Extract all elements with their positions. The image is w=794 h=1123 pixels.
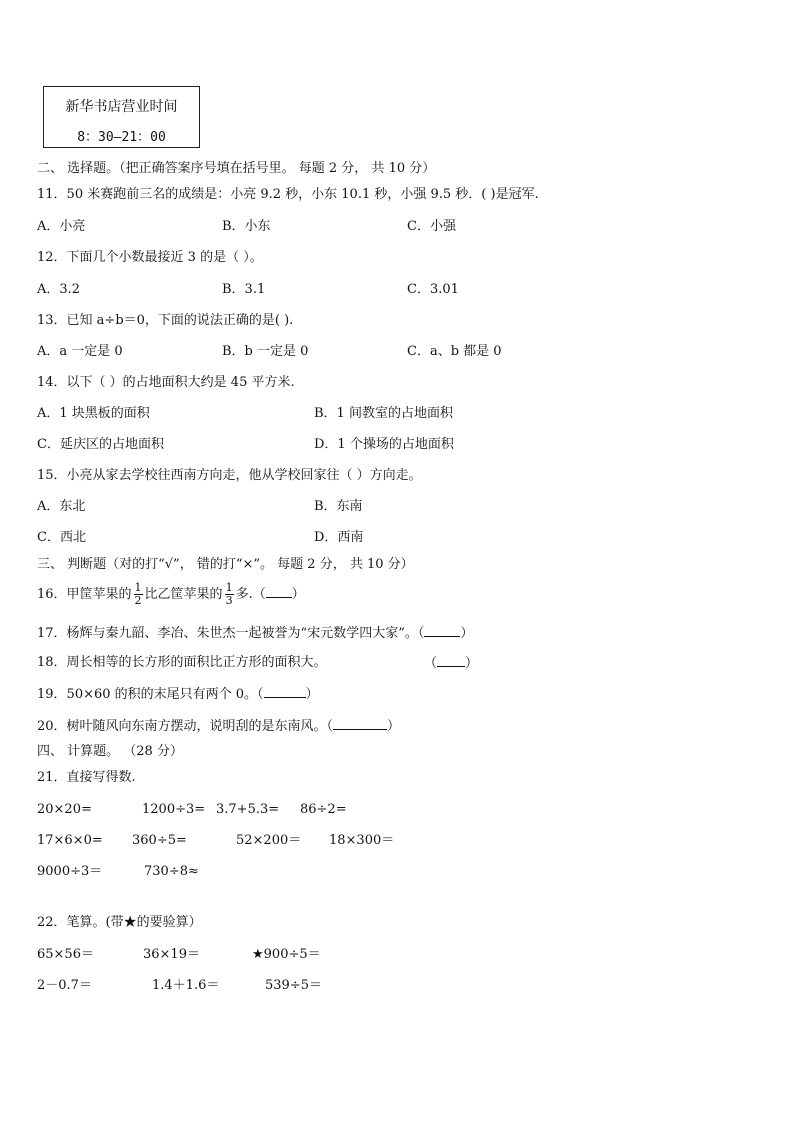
q11-option-c: C．小强 (407, 219, 456, 234)
fraction-one-half (134, 582, 143, 607)
q11-option-a: A．小亮 (37, 219, 86, 234)
calc-item: 36×19＝ (143, 947, 200, 962)
calc-item: 360÷5= (132, 833, 187, 848)
calc-item: 1200÷3= (142, 802, 206, 817)
answer-blank[interactable] (424, 625, 460, 637)
fraction-numerator: 1 (225, 581, 233, 594)
question-18: 18．周长相等的长方形的面积比正方形的面积大。 (37, 655, 327, 670)
section-2-heading: 二、 选择题。（把正确答案序号填在括号里。 每题 2 分， 共 10 分） (37, 161, 436, 176)
q13-option-c: C．a、b 都是 0 (407, 344, 502, 359)
q12-option-b: B．3.1 (222, 282, 266, 297)
section-3-heading: 三、 判断题（对的打“√”， 错的打“×”。 每题 2 分， 共 10 分） (37, 557, 414, 572)
question-20 (37, 718, 400, 735)
q12-option-a: A．3.2 (37, 282, 81, 297)
answer-blank[interactable] (264, 686, 306, 698)
q13-option-a: A．a 一定是 0 (37, 344, 123, 359)
q16-close-paren: ） (291, 587, 305, 602)
q18-answer (424, 655, 478, 672)
q14-option-b: B．1 间教室的占地面积 (314, 406, 453, 421)
q14-option-a: A．1 块黑板的面积 (37, 406, 150, 421)
calc-item: 3.7+5.3= (216, 802, 280, 817)
calc-item: 86÷2= (300, 802, 347, 817)
calc-item: 730÷8≈ (144, 864, 199, 879)
q11-option-b: B．小东 (222, 219, 271, 234)
q13-option-b: B．b 一定是 0 (222, 344, 309, 359)
calc-item: 52×200＝ (236, 833, 302, 848)
q20-close-paren: ） (387, 719, 401, 734)
fraction-denominator: 2 (134, 594, 142, 607)
question-22-title: 22．笔算。(带★的要验算） (37, 915, 202, 930)
fraction-one-third (225, 582, 234, 607)
q14-option-c: C．延庆区的占地面积 (37, 437, 164, 452)
calc-item: 9000÷3＝ (37, 864, 103, 879)
question-12: 12．下面几个小数最接近 3 的是（ ）。 (37, 250, 263, 265)
question-13: 13．已知 a÷b＝0，下面的说法正确的是( ). (37, 313, 294, 328)
q14-option-d: D．1 个操场的占地面积 (314, 437, 454, 452)
q18-open-paren: （ (424, 656, 438, 671)
business-hours-notice (43, 86, 200, 148)
calc-item: 17×6×0= (37, 833, 103, 848)
fraction-denominator: 3 (225, 594, 233, 607)
calc-item: 539÷5＝ (265, 978, 322, 993)
q16-text-post: 多.（ (235, 587, 266, 602)
q15-option-b: B．东南 (314, 499, 363, 514)
calc-item: 2－0.7＝ (37, 978, 92, 993)
question-15: 15．小亮从家去学校往西南方向走，他从学校回家往（ ）方向走。 (37, 468, 422, 483)
q19-close-paren: ） (305, 687, 319, 702)
fraction-numerator: 1 (134, 581, 142, 594)
calc-item: 18×300＝ (329, 833, 395, 848)
calc-item: 20×20= (37, 802, 92, 817)
calc-item: 65×56＝ (37, 947, 94, 962)
question-14: 14．以下（ ）的占地面积大约是 45 平方米. (37, 375, 295, 390)
q20-text: 20．树叶随风向东南方摆动，说明刮的是东南风。（ (37, 719, 334, 734)
section-4-heading: 四、 计算题。 （28 分） (37, 744, 183, 759)
answer-blank[interactable] (333, 718, 387, 730)
q15-option-a: A．东北 (37, 499, 86, 514)
q17-close-paren: ） (460, 626, 474, 641)
q17-text: 17．杨辉与秦九韶、李冶、朱世杰一起被誉为“宋元数学四大家”。（ (37, 626, 425, 641)
q15-option-d: D．西南 (314, 530, 364, 545)
answer-blank[interactable] (266, 586, 292, 598)
q15-option-c: C．西北 (37, 530, 86, 545)
question-16 (37, 580, 305, 610)
question-11: 11．50 米赛跑前三名的成绩是：小亮 9.2 秒，小东 10.1 秒，小强 9.5 秒．( )是冠军. (37, 187, 539, 202)
q12-option-c: C．3.01 (407, 282, 459, 297)
q16-text-pre: 16．甲筐苹果的 (37, 587, 132, 602)
calc-item: 1.4＋1.6＝ (152, 978, 220, 993)
q16-text-mid: 比乙筐苹果的 (144, 587, 223, 602)
question-19 (37, 686, 319, 703)
question-17 (37, 625, 473, 642)
notice-title: 新华书店营业时间 (65, 99, 178, 115)
calc-item: ★900÷5＝ (252, 947, 321, 962)
q19-text: 19．50×60 的积的末尾只有两个 0。（ (37, 687, 264, 702)
question-21-title: 21．直接写得数. (37, 770, 136, 785)
notice-hours: 8：30—21：00 (77, 130, 166, 145)
answer-blank[interactable] (437, 655, 465, 667)
q18-close-paren: ） (465, 656, 479, 671)
